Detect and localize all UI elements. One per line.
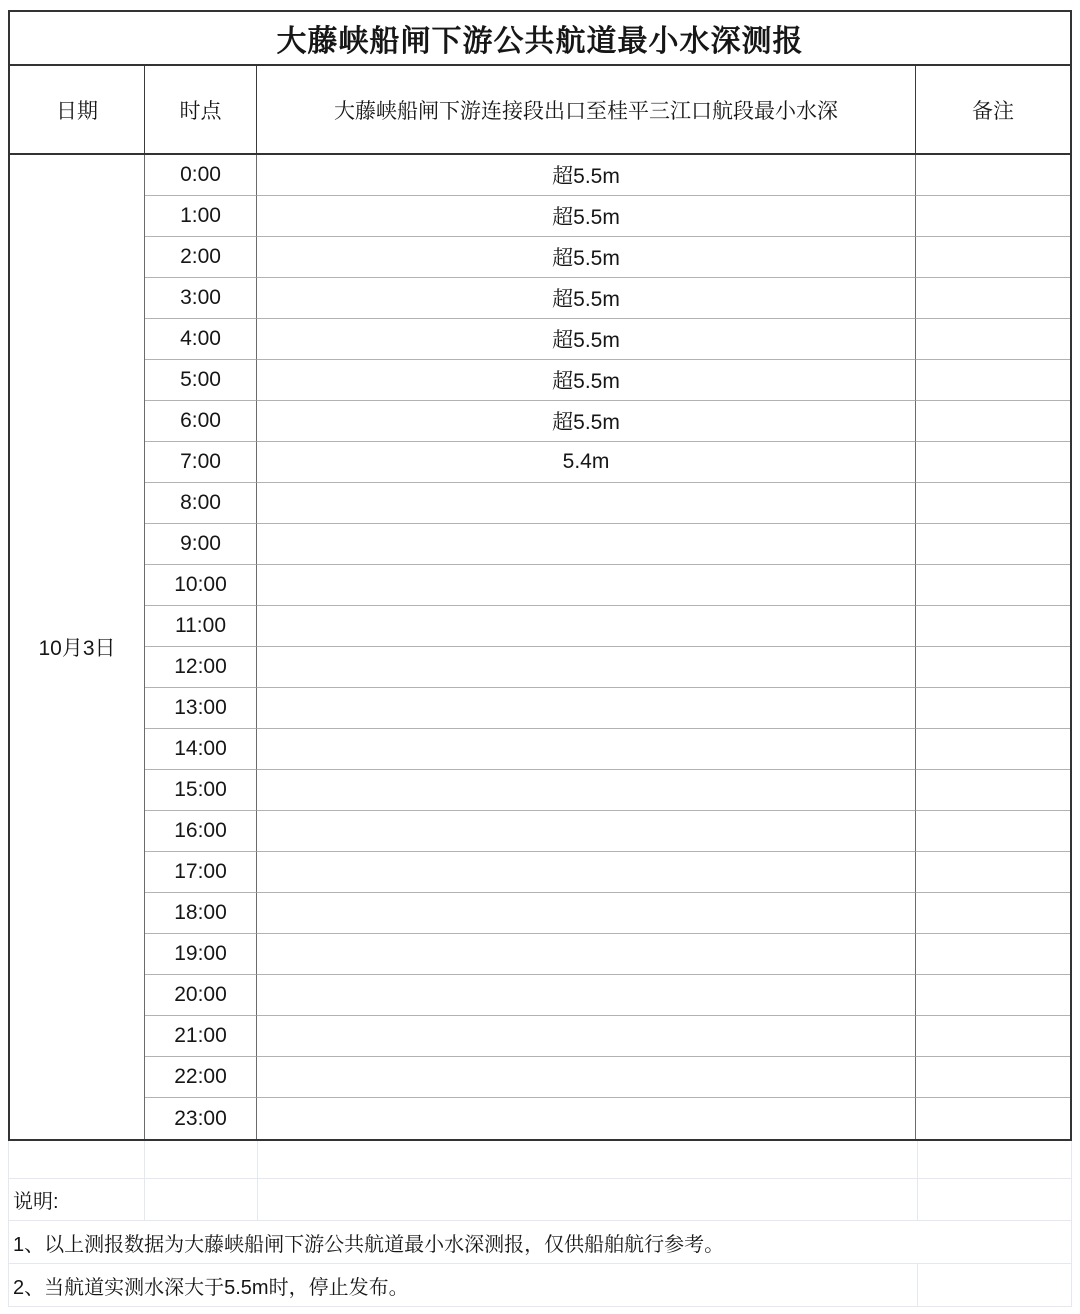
time-cell: 17:00 [145, 852, 257, 893]
time-cell: 14:00 [145, 729, 257, 770]
time-cell: 8:00 [145, 483, 257, 524]
spacer-row [8, 1141, 1072, 1179]
depth-cell [257, 934, 916, 975]
note-text-2: 2、当航道实测水深大于5.5m时，停止发布。 [9, 1264, 918, 1306]
spacer-cell-depth [258, 1141, 918, 1178]
depth-table-body [8, 155, 1072, 1141]
time-cell: 21:00 [145, 1016, 257, 1057]
report-title: 大藤峡船闸下游公共航道最小水深测报 [8, 10, 1072, 64]
depth-cell [257, 483, 916, 524]
depth-cell: 超5.5m [257, 237, 916, 278]
remark-cell [916, 565, 1070, 606]
time-cell: 5:00 [145, 360, 257, 401]
remark-cell [916, 811, 1070, 852]
header-time: 时点 [145, 66, 257, 153]
depth-cell [257, 606, 916, 647]
depth-cell [257, 811, 916, 852]
remark-cell [916, 893, 1070, 934]
spacer-cell-date [9, 1141, 145, 1178]
depth-cell [257, 770, 916, 811]
time-cell: 0:00 [145, 155, 257, 196]
remark-cell [916, 852, 1070, 893]
time-cell: 6:00 [145, 401, 257, 442]
label-row-cell-depth [258, 1179, 918, 1220]
spacer-cell-remark [918, 1141, 1073, 1178]
time-cell: 15:00 [145, 770, 257, 811]
time-cell: 7:00 [145, 442, 257, 483]
time-cell: 18:00 [145, 893, 257, 934]
depth-cell [257, 729, 916, 770]
time-cell: 2:00 [145, 237, 257, 278]
header-remark: 备注 [972, 99, 1014, 123]
remark-cell [916, 155, 1070, 196]
depth-cell: 超5.5m [257, 196, 916, 237]
depth-cell [257, 1057, 916, 1098]
label-row-cell-time [145, 1179, 258, 1220]
time-cell: 13:00 [145, 688, 257, 729]
depth-cell: 超5.5m [257, 155, 916, 196]
time-cell: 23:00 [145, 1098, 257, 1139]
depth-cell [257, 1098, 916, 1139]
depth-cell [257, 688, 916, 729]
depth-cell [257, 565, 916, 606]
note-text-1: 1、以上测报数据为大藤峡船闸下游公共航道最小水深测报，仅供船舶航行参考。 [13, 1233, 725, 1256]
remark-cell [916, 729, 1070, 770]
time-cell: 1:00 [145, 196, 257, 237]
remark-cell [916, 934, 1070, 975]
depth-cell: 超5.5m [257, 278, 916, 319]
spacer-cell-time [145, 1141, 258, 1178]
table-header-row [8, 64, 1072, 155]
time-cell: 4:00 [145, 319, 257, 360]
time-cell: 10:00 [145, 565, 257, 606]
note-row-2 [8, 1264, 1072, 1307]
remark-cell [916, 770, 1070, 811]
remark-cell [916, 606, 1070, 647]
depth-cell [257, 1016, 916, 1057]
remark-cell [916, 975, 1070, 1016]
remark-cell [916, 442, 1070, 483]
header-date: 日期 [10, 66, 145, 153]
depth-cell [257, 524, 916, 565]
remark-cell [916, 524, 1070, 565]
remark-cell [916, 483, 1070, 524]
remark-cell [916, 401, 1070, 442]
time-cell: 12:00 [145, 647, 257, 688]
label-row-cell-remark [918, 1179, 1073, 1220]
time-cell: 11:00 [145, 606, 257, 647]
notes-label-row [8, 1179, 1072, 1221]
depth-cell [257, 975, 916, 1016]
remark-cell [916, 196, 1070, 237]
remark-cell [916, 319, 1070, 360]
remark-cell [916, 647, 1070, 688]
depth-cell [257, 893, 916, 934]
depth-cell [257, 647, 916, 688]
notes-label: 说明: [9, 1179, 145, 1220]
remark-cell [916, 360, 1070, 401]
remark-cell [916, 1016, 1070, 1057]
remark-cell [916, 237, 1070, 278]
time-cell: 22:00 [145, 1057, 257, 1098]
time-cell: 19:00 [145, 934, 257, 975]
date-cell: 10月3日 [10, 155, 145, 1139]
remark-cell [916, 1057, 1070, 1098]
depth-cell: 5.4m [257, 442, 916, 483]
remark-cell [916, 1098, 1070, 1139]
depth-cell: 超5.5m [257, 360, 916, 401]
note-row-1 [8, 1221, 1072, 1264]
note-row-2-remark-cell [918, 1264, 1073, 1306]
time-cell: 20:00 [145, 975, 257, 1016]
remark-cell [916, 688, 1070, 729]
header-depth: 大藤峡船闸下游连接段出口至桂平三江口航段最小水深 [257, 66, 916, 153]
time-cell: 9:00 [145, 524, 257, 565]
depth-cell [257, 852, 916, 893]
depth-cell: 超5.5m [257, 401, 916, 442]
time-cell: 3:00 [145, 278, 257, 319]
time-cell: 16:00 [145, 811, 257, 852]
remark-cell [916, 278, 1070, 319]
depth-cell: 超5.5m [257, 319, 916, 360]
